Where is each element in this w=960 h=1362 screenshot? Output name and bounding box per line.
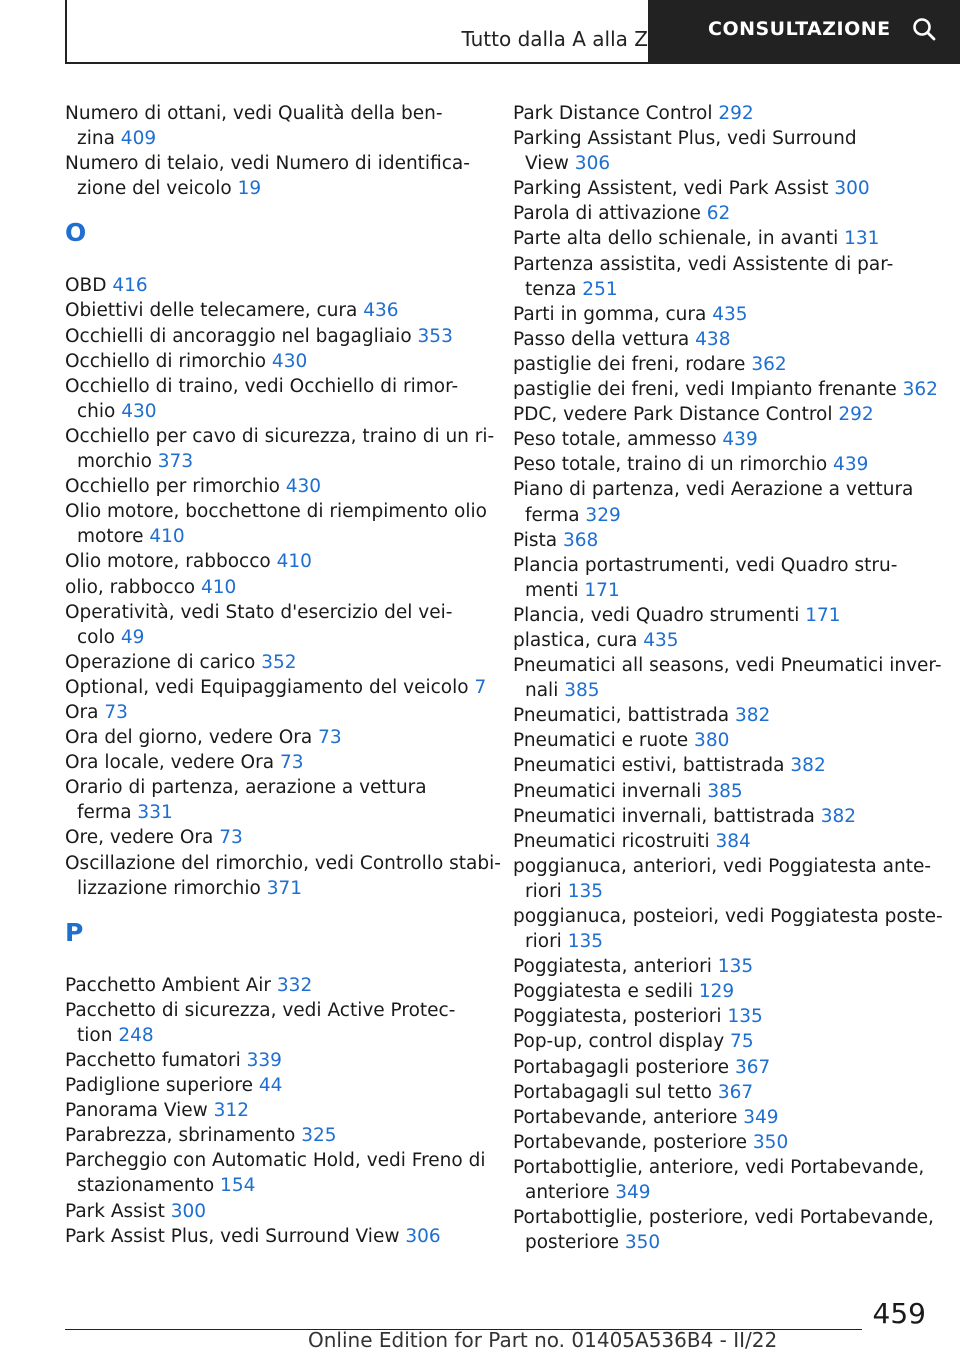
- index-column-left: [65, 101, 501, 1249]
- index-entry: [65, 675, 487, 700]
- entry-text: Occhiello di traino, vedi Occhiello di rimor-: [65, 375, 459, 397]
- index-entry: [513, 377, 938, 402]
- page-link[interactable]: 430: [121, 400, 157, 422]
- index-entry: [65, 1148, 486, 1198]
- entry-text: Pacchetto Ambient Air: [65, 974, 277, 996]
- page-link[interactable]: 367: [734, 1056, 771, 1078]
- entry-text: Poggiatesta, anteriori: [513, 956, 718, 978]
- page-number: 459: [872, 1297, 926, 1330]
- entry-text: Olio motore, bocchettone di riempimento olio: [65, 501, 487, 523]
- entry-text-continued: chio: [77, 400, 122, 422]
- page-link[interactable]: 349: [615, 1182, 651, 1204]
- entry-text: Pneumatici e ruote: [513, 730, 695, 752]
- entry-text: Pista: [513, 529, 563, 551]
- index-entry: [65, 1224, 475, 1249]
- page-link[interactable]: 135: [727, 1006, 763, 1028]
- page-link[interactable]: 329: [585, 504, 621, 526]
- entry-text: pastiglie dei freni, vedi Impianto frenante: [513, 379, 903, 401]
- entry-text: Padiglione superiore: [65, 1075, 259, 1097]
- index-entry: [513, 804, 925, 829]
- page-link[interactable]: 371: [266, 877, 303, 899]
- entry-text: Parti in gomma, cura: [513, 303, 713, 325]
- entry-text: Plancia, vedi Quadro strumenti: [513, 604, 806, 626]
- index-entry: [513, 302, 925, 327]
- page-link[interactable]: 373: [157, 451, 194, 473]
- page-link[interactable]: 410: [149, 526, 185, 548]
- entry-text-continued: menti: [525, 579, 585, 601]
- index-entry: [513, 728, 925, 753]
- entry-text: Partenza assistita, vedi Assistente di par-: [513, 253, 894, 275]
- page-link[interactable]: 44: [258, 1075, 283, 1097]
- page-link[interactable]: 332: [276, 974, 313, 996]
- page-link[interactable]: 49: [120, 626, 145, 648]
- index-entry: [513, 1130, 925, 1155]
- entry-text-continued: tenza: [525, 278, 583, 300]
- entry-text: Orario di partenza, aerazione a vettura: [65, 777, 427, 799]
- page-link[interactable]: 384: [715, 830, 751, 852]
- page-link[interactable]: 339: [246, 1050, 282, 1071]
- entry-text: Park Assist Plus, vedi Surround View: [65, 1225, 406, 1247]
- entry-text: Peso totale, ammesso: [513, 429, 723, 451]
- page-link[interactable]: 436: [363, 300, 399, 322]
- section-label: Tutto dalla A alla Z: [461, 27, 648, 51]
- entry-text: Numero di telaio, vedi Numero di identifica-: [65, 153, 470, 175]
- entry-text: Oscillazione del rimorchio, vedi Controllo stabi-: [65, 852, 501, 874]
- entry-text-continued: ferma: [77, 802, 138, 824]
- index-entry: [65, 1199, 475, 1224]
- entry-text: Pneumatici ricostruiti: [513, 830, 716, 852]
- page-link[interactable]: 435: [712, 303, 748, 325]
- entry-text: Pneumatici invernali: [513, 780, 708, 802]
- index-column-right: [513, 101, 943, 1255]
- page-link[interactable]: 325: [301, 1125, 337, 1147]
- index-entry: [65, 600, 475, 650]
- index-entry: [513, 327, 925, 352]
- entry-text: PDC, vedere Park Distance Control: [513, 404, 839, 426]
- page-link[interactable]: 73: [219, 827, 243, 849]
- index-entry: [513, 979, 925, 1004]
- entry-text-continued: tion: [77, 1024, 119, 1046]
- page-link[interactable]: 300: [834, 178, 870, 200]
- index-entry: [513, 628, 925, 653]
- page-link[interactable]: 7: [474, 676, 487, 698]
- letter-heading-o: O: [65, 218, 87, 248]
- page-link[interactable]: 439: [722, 429, 758, 451]
- index-entry: [513, 452, 925, 477]
- page-link[interactable]: 131: [844, 228, 880, 250]
- index-entry: [513, 954, 925, 979]
- entry-text: Portabevande, anteriore: [513, 1106, 744, 1128]
- entry-text: Portabagagli sul tetto: [513, 1081, 718, 1103]
- entry-text: Pop-up, control display: [513, 1031, 731, 1053]
- entry-text: Pneumatici invernali, battistrada: [513, 805, 821, 827]
- page-link[interactable]: 171: [584, 579, 620, 601]
- entry-text-continued: anteriore: [525, 1182, 616, 1204]
- index-entry: [513, 603, 925, 628]
- entry-text: Operazione di carico: [65, 651, 262, 673]
- page-link[interactable]: 380: [694, 730, 730, 752]
- index-entry: [513, 1105, 925, 1130]
- page-link[interactable]: 73: [279, 752, 304, 774]
- tab-consultazione[interactable]: [650, 0, 960, 64]
- index-entry: [513, 553, 925, 603]
- index-entry: [513, 427, 925, 452]
- page-link[interactable]: 430: [285, 476, 322, 498]
- page-link[interactable]: 367: [717, 1081, 754, 1103]
- entry-text: Poggiatesta e sedili: [513, 981, 699, 1003]
- index-entry: [513, 201, 925, 226]
- index-entry: [65, 549, 475, 574]
- page-link[interactable]: 73: [104, 701, 128, 723]
- index-entry: [513, 352, 925, 377]
- entry-text: Passo della vettura: [513, 328, 696, 350]
- page-link[interactable]: 385: [707, 780, 743, 802]
- page-link[interactable]: 382: [735, 705, 771, 727]
- page-link[interactable]: 350: [624, 1232, 661, 1254]
- index-entry: [513, 653, 942, 703]
- index-group-n: [65, 101, 475, 201]
- tab-label: CONSULTAZIONE: [708, 18, 891, 40]
- index-group-o: [65, 273, 501, 900]
- page-link[interactable]: 368: [563, 529, 599, 551]
- index-entry: [513, 126, 925, 176]
- entry-text: Parabrezza, sbrinamento: [65, 1125, 302, 1147]
- index-group-p: [65, 973, 486, 1249]
- index-entry: [513, 477, 925, 527]
- index-entry: [513, 1205, 934, 1255]
- index-entry: [65, 973, 475, 998]
- entry-text: Olio motore, rabbocco: [65, 551, 277, 573]
- entry-text-continued: ferma: [525, 504, 586, 526]
- entry-text: Peso totale, traino di un rimorchio: [513, 454, 834, 476]
- index-entry: [513, 779, 925, 804]
- entry-text: Ora locale, vedere Ora: [65, 752, 280, 774]
- entry-text: Parola di attivazione: [513, 203, 707, 225]
- page-link[interactable]: 129: [698, 981, 735, 1003]
- page-link[interactable]: 362: [751, 353, 787, 375]
- entry-text-continued: motore: [77, 526, 150, 548]
- index-entry: [513, 1004, 925, 1029]
- index-group-p-cont: [513, 101, 943, 1255]
- page-link[interactable]: 385: [564, 680, 600, 702]
- entry-text: Numero di ottani, vedi Qualità della ben-: [65, 103, 443, 124]
- search-icon[interactable]: [911, 16, 937, 42]
- page-link[interactable]: 439: [833, 454, 869, 476]
- page-link[interactable]: 349: [743, 1106, 779, 1128]
- entry-text: Occhiello per cavo di sicurezza, traino di un ri-: [65, 425, 495, 447]
- index-entry: [65, 775, 475, 825]
- index-entry: [65, 1048, 475, 1073]
- entry-text-continued: View: [525, 153, 575, 175]
- index-entry: [513, 904, 943, 954]
- page-link[interactable]: 352: [261, 651, 297, 673]
- entry-text: poggianuca, posteiori, vedi Poggiatesta poste-: [513, 906, 943, 927]
- index-entry: [513, 101, 925, 126]
- page-link[interactable]: 19: [237, 178, 262, 200]
- entry-text: Portabagagli posteriore: [513, 1056, 735, 1078]
- index-entry: [65, 825, 475, 850]
- entry-text: Pneumatici estivi, battistrada: [513, 755, 791, 777]
- index-entry: [65, 151, 475, 201]
- page-link[interactable]: 410: [276, 551, 312, 573]
- entry-text-continued: zina: [77, 128, 121, 150]
- index-entry: [513, 528, 925, 553]
- entry-text-continued: colo: [77, 626, 121, 648]
- page-link[interactable]: 435: [643, 629, 679, 651]
- index-entry: [513, 1029, 925, 1054]
- entry-text: Piano di partenza, vedi Aerazione a vettura: [513, 479, 914, 501]
- entry-text: Pneumatici all seasons, vedi Pneumatici inver-: [513, 655, 942, 677]
- entry-text: Poggiatesta, posteriori: [513, 1006, 728, 1028]
- page-link[interactable]: 292: [838, 404, 874, 426]
- page-link[interactable]: 430: [271, 350, 308, 372]
- index-entry: [65, 725, 475, 750]
- entry-text: Ora: [65, 701, 105, 723]
- page-link[interactable]: 62: [706, 203, 731, 225]
- entry-text: Parcheggio con Automatic Hold, vedi Freno di: [65, 1150, 486, 1172]
- index-entry: [65, 349, 475, 374]
- entry-text: Occhiello di rimorchio: [65, 350, 272, 372]
- page-link[interactable]: 331: [137, 802, 173, 824]
- page-link[interactable]: 438: [695, 328, 731, 350]
- entry-text-continued: lizzazione rimorchio: [77, 877, 267, 899]
- entry-text-continued: morchio: [77, 451, 158, 473]
- page-link[interactable]: 382: [820, 805, 857, 827]
- index-entry: [65, 575, 475, 600]
- index-entry: [513, 1155, 925, 1205]
- index-entry: [65, 750, 475, 775]
- index-entry: [513, 402, 925, 427]
- index-entry: [65, 998, 475, 1048]
- index-entry: [65, 298, 475, 323]
- entry-text: Park Assist: [65, 1200, 171, 1222]
- page-header: [65, 0, 960, 64]
- page-link[interactable]: 362: [902, 379, 938, 401]
- entry-text-continued: zione del veicolo: [77, 178, 238, 200]
- page-link[interactable]: 292: [718, 103, 754, 124]
- page-link[interactable]: 353: [417, 325, 453, 347]
- index-entry: [65, 273, 475, 298]
- entry-text-continued: riori: [525, 880, 568, 902]
- page-link[interactable]: 248: [118, 1024, 154, 1046]
- page-link[interactable]: 350: [752, 1131, 789, 1153]
- entry-text: Pneumatici, battistrada: [513, 705, 736, 727]
- page-link[interactable]: 73: [318, 727, 342, 749]
- index-entry: [65, 374, 475, 424]
- index-entry: [513, 226, 925, 251]
- entry-text: Ore, vedere Ora: [65, 827, 220, 849]
- index-entry: [513, 753, 925, 778]
- index-entry: [513, 176, 925, 201]
- index-entry: [513, 252, 925, 302]
- entry-text: Pacchetto di sicurezza, vedi Active Protec-: [65, 999, 456, 1021]
- entry-text: Operatività, vedi Stato d'esercizio del vei-: [65, 601, 453, 623]
- entry-text: Portabottiglie, posteriore, vedi Portabevande,: [513, 1207, 934, 1229]
- entry-text: olio, rabbocco: [65, 576, 201, 598]
- entry-text: Parking Assistent, vedi Park Assist: [513, 178, 835, 200]
- entry-text: Parking Assistant Plus, vedi Surround: [513, 128, 857, 150]
- entry-text: Occhiello per rimorchio: [65, 476, 286, 498]
- page-link[interactable]: 154: [220, 1175, 256, 1197]
- page-link[interactable]: 409: [120, 128, 157, 150]
- index-entry: [65, 700, 475, 725]
- index-entry: [513, 703, 925, 728]
- entry-text: pastiglie dei freni, rodare: [513, 353, 752, 375]
- entry-text: plastica, cura: [513, 629, 644, 651]
- index-entry: [65, 324, 475, 349]
- page-link[interactable]: 312: [213, 1100, 249, 1122]
- entry-text: Occhielli di ancoraggio nel bagagliaio: [65, 325, 418, 347]
- entry-text: Ora del giorno, vedere Ora: [65, 727, 319, 749]
- page-link[interactable]: 306: [574, 153, 611, 175]
- index-entry: [65, 424, 495, 474]
- page-link[interactable]: 416: [112, 275, 148, 297]
- entry-text: poggianuca, anteriori, vedi Poggiatesta ante-: [513, 855, 932, 877]
- page-link[interactable]: 75: [730, 1031, 754, 1053]
- entry-text: Panorama View: [65, 1100, 214, 1122]
- index-entry: [513, 829, 925, 854]
- index-entry: [65, 1098, 475, 1123]
- entry-text: Portabottiglie, anteriore, vedi Portabevande,: [513, 1156, 925, 1178]
- index-entry: [513, 1055, 925, 1080]
- index-entry: [65, 499, 487, 549]
- footer-edition: Online Edition for Part no. 01405A536B4 - II/22: [308, 1328, 778, 1352]
- entry-text: Portabevande, posteriore: [513, 1131, 753, 1153]
- entry-text: Optional, vedi Equipaggiamento del veicolo: [65, 676, 475, 698]
- entry-text: Park Distance Control: [513, 103, 719, 124]
- page-link[interactable]: 300: [170, 1200, 207, 1222]
- index-entry: [65, 101, 475, 151]
- page-link[interactable]: 171: [805, 604, 841, 626]
- index-entry: [513, 1080, 925, 1105]
- entry-text-continued: posteriore: [525, 1232, 625, 1254]
- index-entry: [65, 851, 501, 901]
- entry-text-continued: riori: [525, 931, 568, 953]
- page-link[interactable]: 135: [567, 931, 604, 953]
- page-link[interactable]: 135: [567, 880, 604, 902]
- entry-text: Plancia portastrumenti, vedi Quadro stru-: [513, 554, 898, 576]
- entry-text: OBD: [65, 275, 113, 297]
- entry-text-continued: stazionamento: [77, 1175, 221, 1197]
- entry-text: Parte alta dello schienale, in avanti: [513, 228, 845, 250]
- entry-text-continued: nali: [525, 680, 565, 702]
- index-entry: [65, 1123, 475, 1148]
- letter-heading-p: P: [65, 917, 84, 947]
- entry-text: Pacchetto fumatori: [65, 1050, 247, 1071]
- page-link[interactable]: 251: [582, 278, 618, 300]
- page-link[interactable]: 410: [200, 576, 237, 598]
- index-entry: [65, 1073, 475, 1098]
- page-link[interactable]: 135: [717, 956, 754, 978]
- index-entry: [513, 854, 932, 904]
- index-entry: [65, 474, 475, 499]
- entry-text: Obiettivi delle telecamere, cura: [65, 300, 364, 322]
- page-link[interactable]: 382: [790, 755, 826, 777]
- index-entry: [65, 650, 475, 675]
- page-link[interactable]: 306: [405, 1225, 441, 1247]
